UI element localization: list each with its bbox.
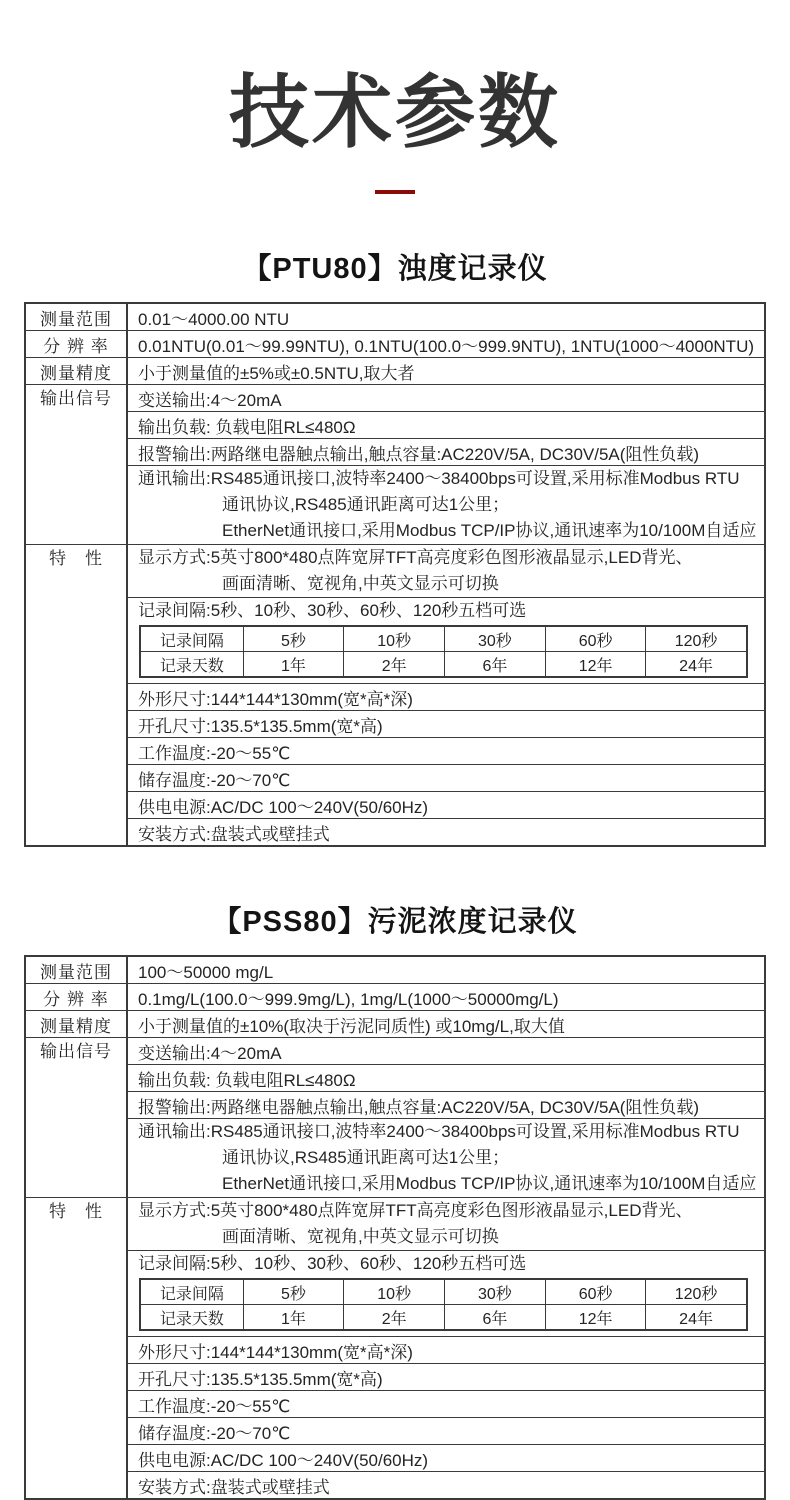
comm-line: EtherNet通讯接口,采用Modbus TCP/IP协议,通讯速率为10/100M自适应 <box>222 521 757 540</box>
display-mode-cell <box>127 1198 765 1251</box>
spec-value: 储存温度:-20～70℃ <box>127 765 765 792</box>
spec-group-label-output: 输出信号 <box>25 385 127 545</box>
record-cell: 10秒 <box>344 1279 445 1305</box>
display-line: 显示方式:5英寸800*480点阵宽屏TFT高亮度彩色图形液晶显示,LED背光、 <box>138 1201 693 1220</box>
spec-value: 0.01～4000.00 NTU <box>127 303 765 331</box>
spec-table-ptu80 <box>24 302 766 847</box>
spec-row <box>25 711 765 738</box>
spec-value: 小于测量值的±5%或±0.5NTU,取大者 <box>127 358 765 385</box>
section-heading-pss80: 【PSS80】污泥浓度记录仪 <box>212 906 578 938</box>
spec-row <box>25 358 765 385</box>
spec-label: 测量范围 <box>25 303 127 331</box>
spec-value: 0.1mg/L(100.0～999.9mg/L), 1mg/L(1000～50000mg/L) <box>127 984 765 1011</box>
record-table-row <box>140 652 747 678</box>
record-cell: 10秒 <box>344 626 445 652</box>
spec-value: 供电电源:AC/DC 100～240V(50/60Hz) <box>127 1445 765 1472</box>
spec-row <box>25 331 765 358</box>
record-cell: 5秒 <box>243 626 344 652</box>
spec-value: 输出负载: 负载电阻RL≤480Ω <box>127 412 765 439</box>
spec-value: 开孔尺寸:135.5*135.5mm(宽*高) <box>127 1364 765 1391</box>
display-line: 画面清晰、宽视角,中英文显示可切换 <box>222 1227 499 1246</box>
spec-row <box>25 1198 765 1251</box>
record-cell: 记录间隔 <box>140 626 243 652</box>
record-cell: 2年 <box>344 1305 445 1331</box>
spec-label: 分 辨 率 <box>25 984 127 1011</box>
spec-value: 安装方式:盘装式或壁挂式 <box>127 1472 765 1500</box>
record-interval-text: 记录间隔:5秒、10秒、30秒、60秒、120秒五档可选 <box>138 601 527 620</box>
record-cell: 6年 <box>445 652 546 678</box>
spec-value: 外形尺寸:144*144*130mm(宽*高*深) <box>127 1337 765 1364</box>
spec-row <box>25 385 765 412</box>
record-table-row <box>140 1279 747 1305</box>
spec-row <box>25 1092 765 1119</box>
spec-label: 分 辨 率 <box>25 331 127 358</box>
spec-row <box>25 1011 765 1038</box>
spec-value: 开孔尺寸:135.5*135.5mm(宽*高) <box>127 711 765 738</box>
spec-row <box>25 819 765 847</box>
spec-row <box>25 1038 765 1065</box>
spec-row <box>25 984 765 1011</box>
record-cell: 30秒 <box>445 626 546 652</box>
spec-row <box>25 738 765 765</box>
record-cell: 60秒 <box>545 626 646 652</box>
record-cell: 30秒 <box>445 1279 546 1305</box>
spec-value: 外形尺寸:144*144*130mm(宽*高*深) <box>127 684 765 711</box>
record-cell: 6年 <box>445 1305 546 1331</box>
comm-output-cell <box>127 466 765 545</box>
spec-row <box>25 466 765 545</box>
spec-row <box>25 439 765 466</box>
spec-row <box>25 1472 765 1500</box>
spec-row <box>25 1364 765 1391</box>
spec-value: 供电电源:AC/DC 100～240V(50/60Hz) <box>127 792 765 819</box>
record-cell: 24年 <box>646 1305 747 1331</box>
comm-output-cell <box>127 1119 765 1198</box>
spec-table-pss80 <box>24 955 766 1500</box>
record-days-table <box>139 1278 748 1331</box>
spec-value: 小于测量值的±10%(取决于污泥同质性) 或10mg/L,取大值 <box>127 1011 765 1038</box>
spec-label: 测量精度 <box>25 358 127 385</box>
spec-value: 输出负载: 负载电阻RL≤480Ω <box>127 1065 765 1092</box>
record-cell: 120秒 <box>646 626 747 652</box>
spec-value: 工作温度:-20～55℃ <box>127 1391 765 1418</box>
record-cell: 2年 <box>344 652 445 678</box>
spec-group-label-features: 特 性 <box>25 1198 127 1500</box>
page-title: 技术参数 <box>229 68 561 157</box>
spec-row <box>25 956 765 984</box>
spec-row <box>25 765 765 792</box>
section-heading-ptu80: 【PTU80】浊度记录仪 <box>242 253 548 285</box>
record-table-row <box>140 626 747 652</box>
spec-row <box>25 545 765 598</box>
spec-row <box>25 1251 765 1337</box>
record-interval-text: 记录间隔:5秒、10秒、30秒、60秒、120秒五档可选 <box>138 1254 527 1273</box>
spec-row <box>25 412 765 439</box>
record-days-table <box>139 625 748 678</box>
spec-value: 0.01NTU(0.01～99.99NTU), 0.1NTU(100.0～999.9NTU), 1NTU(1000～4000NTU) <box>127 331 765 358</box>
spec-value: 变送输出:4～20mA <box>127 1038 765 1065</box>
display-mode-cell <box>127 545 765 598</box>
display-line: 画面清晰、宽视角,中英文显示可切换 <box>222 574 499 593</box>
spec-group-label-features: 特 性 <box>25 545 127 847</box>
record-cell: 24年 <box>646 652 747 678</box>
spec-value: 变送输出:4～20mA <box>127 385 765 412</box>
spec-label: 测量范围 <box>25 956 127 984</box>
comm-line: 通讯输出:RS485通讯接口,波特率2400～38400bps可设置,采用标准Modbus RTU <box>138 469 740 488</box>
record-cell: 记录天数 <box>140 1305 243 1331</box>
spec-row <box>25 1119 765 1198</box>
section-pss80 <box>0 905 790 1500</box>
spec-value: 报警输出:两路继电器触点输出,触点容量:AC220V/5A, DC30V/5A(阻性负载) <box>127 1092 765 1119</box>
spec-row <box>25 1337 765 1364</box>
comm-line: 通讯协议,RS485通讯距离可达1公里； <box>222 1148 510 1167</box>
record-cell: 记录间隔 <box>140 1279 243 1305</box>
spec-value: 100～50000 mg/L <box>127 956 765 984</box>
spec-row <box>25 598 765 684</box>
record-table-row <box>140 1305 747 1331</box>
spec-row <box>25 1418 765 1445</box>
spec-row <box>25 792 765 819</box>
spec-row <box>25 303 765 331</box>
record-cell: 60秒 <box>545 1279 646 1305</box>
spec-row <box>25 1065 765 1092</box>
record-interval-cell <box>127 598 765 684</box>
record-cell: 1年 <box>243 652 344 678</box>
red-divider <box>375 190 415 194</box>
comm-line: 通讯协议,RS485通讯距离可达1公里； <box>222 495 510 514</box>
spec-value: 储存温度:-20～70℃ <box>127 1418 765 1445</box>
section-ptu80 <box>0 252 790 847</box>
spec-value: 报警输出:两路继电器触点输出,触点容量:AC220V/5A, DC30V/5A(阻性负载) <box>127 439 765 466</box>
record-interval-cell <box>127 1251 765 1337</box>
spec-label: 测量精度 <box>25 1011 127 1038</box>
spec-value: 工作温度:-20～55℃ <box>127 738 765 765</box>
record-cell: 记录天数 <box>140 652 243 678</box>
record-cell: 120秒 <box>646 1279 747 1305</box>
comm-line: 通讯输出:RS485通讯接口,波特率2400～38400bps可设置,采用标准Modbus RTU <box>138 1122 740 1141</box>
comm-line: EtherNet通讯接口,采用Modbus TCP/IP协议,通讯速率为10/100M自适应 <box>222 1174 757 1193</box>
spec-row <box>25 1445 765 1472</box>
spec-row <box>25 1391 765 1418</box>
record-cell: 5秒 <box>243 1279 344 1305</box>
record-cell: 1年 <box>243 1305 344 1331</box>
record-cell: 12年 <box>545 1305 646 1331</box>
spec-group-label-output: 输出信号 <box>25 1038 127 1198</box>
spec-row <box>25 684 765 711</box>
record-cell: 12年 <box>545 652 646 678</box>
spec-value: 安装方式:盘装式或壁挂式 <box>127 819 765 847</box>
display-line: 显示方式:5英寸800*480点阵宽屏TFT高亮度彩色图形液晶显示,LED背光、 <box>138 548 693 567</box>
